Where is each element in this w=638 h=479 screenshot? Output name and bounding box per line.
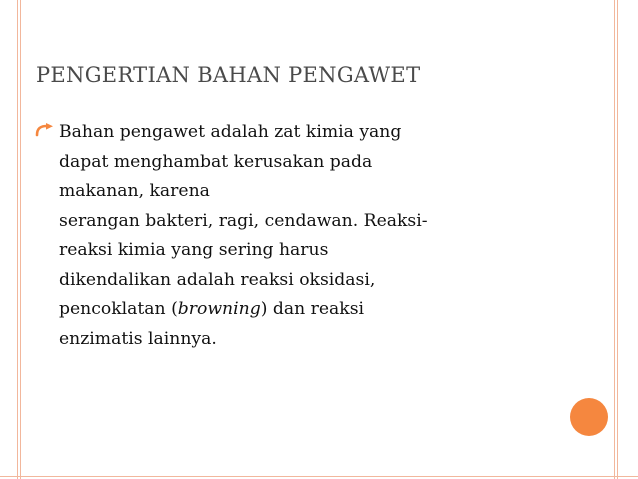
paragraph-line <box>59 295 579 325</box>
line-text: pencoklatan ( <box>59 299 178 319</box>
paragraph-line: dikendalikan adalah reaksi oksidasi, <box>59 269 376 290</box>
bullet-paragraph <box>59 118 579 354</box>
line-text: ) dan reaksi <box>260 299 365 319</box>
browning-italic-term: browning <box>177 299 261 319</box>
paragraph-line: makanan, karena <box>59 181 210 201</box>
bottom-frame-line <box>0 476 638 477</box>
paragraph-line: serangan bakteri, ragi, cendawan. Reaksi- <box>59 210 428 231</box>
right-frame-line-inner <box>614 0 615 479</box>
right-frame-line-outer <box>617 0 618 479</box>
orange-circle-decoration <box>570 398 608 436</box>
left-frame-line-inner <box>20 0 21 479</box>
left-frame-line-outer <box>17 0 18 479</box>
paragraph-line: enzimatis lainnya. <box>59 328 217 349</box>
paragraph-line: Bahan pengawet adalah zat kimia yang <box>59 122 402 142</box>
slide-title: PENGERTIAN BAHAN PENGAWET <box>36 63 421 87</box>
curved-arrow-bullet-icon <box>35 123 55 137</box>
paragraph-line: reaksi kimia yang sering harus <box>59 240 329 260</box>
paragraph-line: dapat menghambat kerusakan pada <box>59 151 373 172</box>
